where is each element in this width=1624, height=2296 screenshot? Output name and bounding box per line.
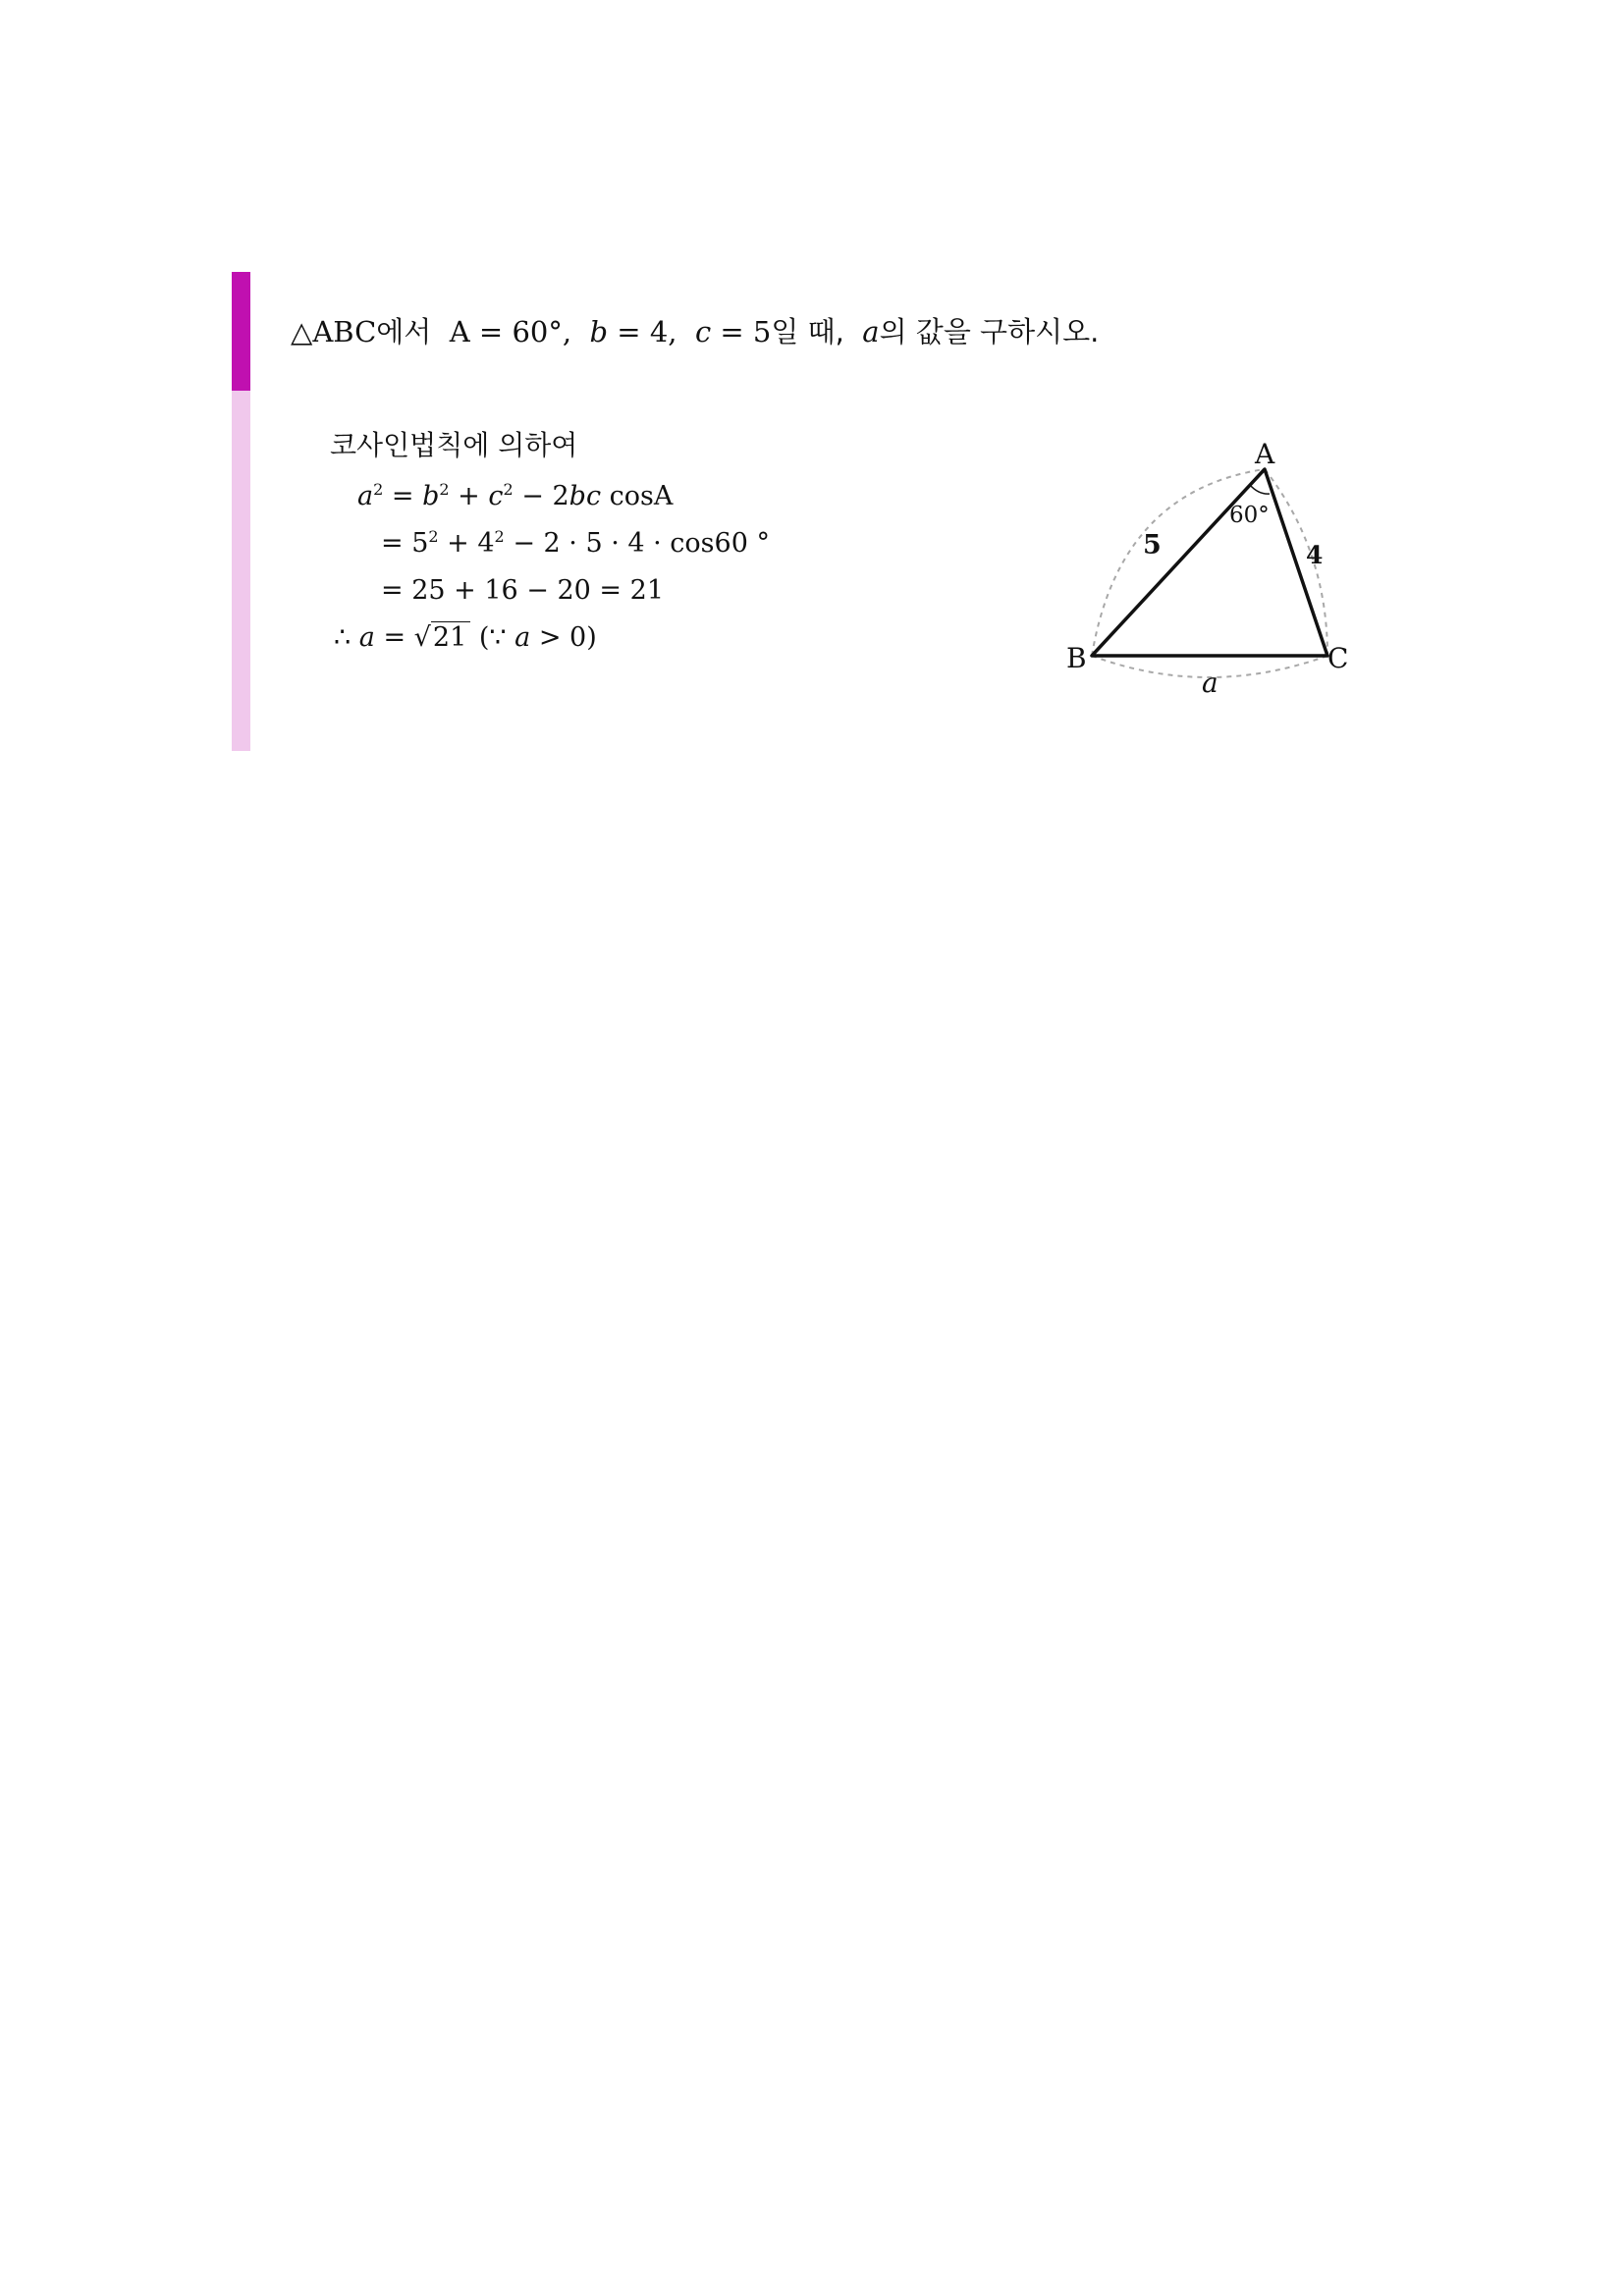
condition-b-variable: b [589,315,609,348]
triangle-abc [1092,469,1327,656]
equation-line-4 [330,614,880,662]
eq4-var-a: a [358,622,375,653]
eq2-start: = 5 [381,528,429,559]
solution-intro: 코사인법칙에 의하여 [330,429,578,461]
radical-sign: √ [413,622,431,653]
because-close: > 0) [530,622,597,653]
condition-c-value: = 5 [711,315,772,348]
radicand: 21 [431,621,470,653]
question-text [291,312,1099,351]
eq1-minus-two: − 2 [513,481,569,511]
condition-angle-a: A = 60°, [449,315,572,348]
target-variable: a [862,315,880,348]
solution-block [330,426,880,662]
because-open: (∵ [470,622,515,653]
vertex-label-a: A [1255,438,1275,470]
eq1-var-b: b [422,481,440,511]
eq2-mid: + 4 [438,528,495,559]
eq1-var-a: a [357,481,374,511]
accent-bar-question [232,272,250,391]
eq1-square-a: 2 [373,480,384,499]
equation-line-1 [330,473,880,520]
eq2-square-4: 2 [494,527,505,546]
eq1-equals: = [383,481,423,511]
angle-arc-a [1250,485,1270,494]
equation-line-3: = 25 + 16 − 20 = 21 [381,575,664,606]
because-var-a: a [514,622,531,653]
eq2-end: − 2 · 5 · 4 · cos60 ° [504,528,770,559]
eq1-cos-a: cosA [601,481,674,511]
eq1-square-c: 2 [503,480,514,499]
eq1-var-c: c [488,481,504,511]
side-label-ac: 4 [1306,541,1324,569]
equation-line-2 [330,520,880,567]
vertex-label-c: C [1327,642,1349,674]
eq1-square-b: 2 [439,480,450,499]
eq4-equals: = [374,622,414,653]
side-label-ab: 5 [1143,530,1162,561]
question-tail: 의 값을 구하시오. [879,315,1100,348]
triangle-name: ABC [312,315,377,348]
question-word-eseo: 에서 [376,315,432,348]
condition-b-value: = 4, [608,315,677,348]
eq1-plus: + [449,481,489,511]
vertex-label-b: B [1066,642,1087,674]
accent-bar-solution [232,391,250,751]
side-label-bc: a [1202,667,1218,699]
eq1-var-bc: bc [568,481,602,511]
question-word-ilttae: 일 때, [771,315,844,348]
condition-c-variable: c [694,315,712,348]
eq2-square-5: 2 [428,527,439,546]
angle-label-a: 60° [1229,503,1270,528]
triangle-diagram [1060,432,1394,712]
therefore-symbol: ∴ [334,622,359,653]
triangle-symbol: △ [291,315,313,348]
square-root [414,614,471,662]
